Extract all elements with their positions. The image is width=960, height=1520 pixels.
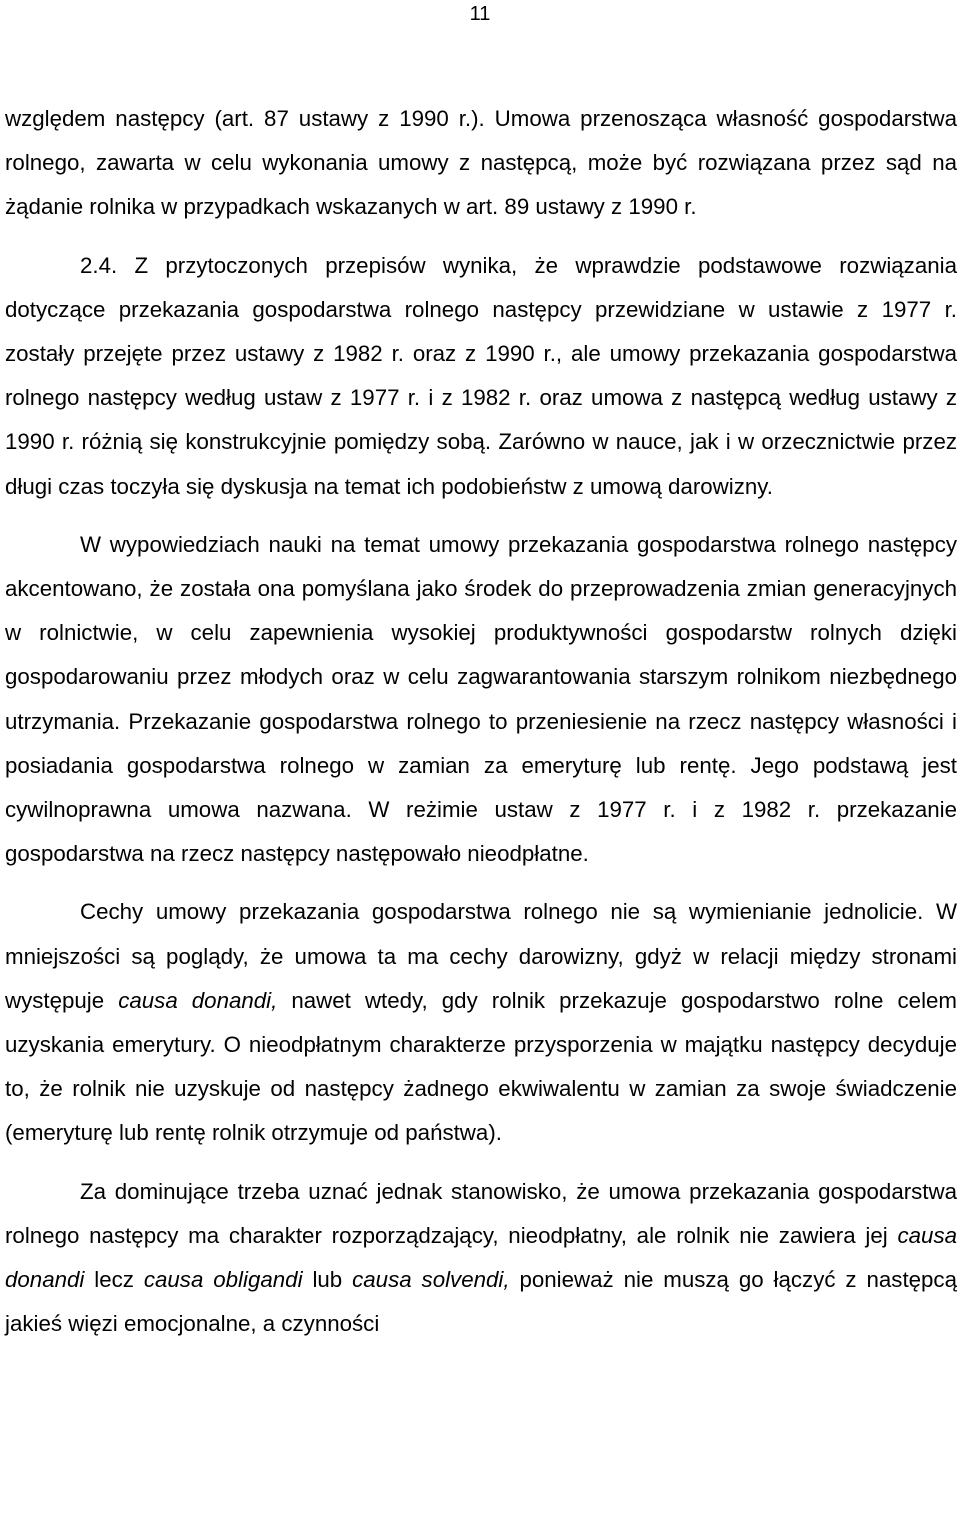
text-run: Cechy umowy przekazania gospodarstwa rolnego nie są wymienianie jednolicie. W mniejszości są poglądy, że umowa ta ma cechy darowizny, gdyż w relacji między stronami występuje xyxy=(5,899,957,1013)
italic-term: causa obligandi xyxy=(143,1267,303,1293)
paragraph-doctrine-views: W wypowiedziach nauki na temat umowy przekazania gospodarstwa rolnego następcy akcentowano, że została ona pomyślana jako środek do przeprowadzenia zmian generacyjnych w rolnictwie, w celu zapewnienia wysokiej produktywności gospodarstw rolnych dzięki gospodarowaniu przez młodych oraz w celu zagwarantowania starszym rolnikom niezbędnego utrzymania. Przekazanie gospodarstwa rolnego to przeniesienie na rzecz następcy własności i posiadania gospodarstwa rolnego w zamian za emeryturę lub rentę. Jego podstawą jest cywilnoprawna umowa nazwana. W reżimie ustaw z 1977 r. i z 1982 r. przekazanie gospodarstwa na rzecz następcy następowało nieodpłatne. xyxy=(5,531,957,867)
paragraph-section-2-4: 2.4. Z przytoczonych przepisów wynika, że wprawdzie podstawowe rozwiązania dotyczące przekazania gospodarstwa rolnego następcy przewidziane w ustawie z 1977 r. zostały przejęte przez ustawy z 1982 r. oraz z 1990 r., ale umowy przekazania gospodarstwa rolnego następcy według ustaw z 1977 r. i z 1982 r. oraz umowa z następcą według ustawy z 1990 r. różnią się konstrukcyjnie pomiędzy sobą. Zarówno w nauce, jak i w orzecznictwie przez długi czas toczyła się dyskusja na temat ich podobieństw z umową darowizny. xyxy=(5,252,957,499)
paragraph-contract-features xyxy=(5,890,957,1155)
page-number: 11 xyxy=(469,3,491,25)
text-run: Za dominujące trzeba uznać jednak stanowisko, że umowa przekazania gospodarstwa rolnego następcy ma charakter rozporządzający, nieodpłatny, ale rolnik nie zawiera jej xyxy=(5,1178,957,1248)
text-run: nawet wtedy, gdy rolnik przekazuje gospodarstwo rolne celem uzyskania emerytury. O nieodpłatnym charakterze przysporzenia w majątku następcy decyduje to, że rolnik nie uzyskuje od następcy żadnego ekwiwalentu w zamian za swoje świadczenie (emeryturę lub rentę rolnik otrzymuje od państwa). xyxy=(5,987,957,1146)
italic-term: causa donandi xyxy=(5,1222,957,1293)
paragraph-continuation: względem następcy (art. 87 ustawy z 1990 r.). Umowa przenosząca własność gospodarstwa rolnego, zawarta w celu wykonania umowy z następcą, może być rozwiązana przez sąd na żądanie rolnika w przypadkach wskazanych w art. 89 ustawy z 1990 r. xyxy=(5,106,957,220)
document-body xyxy=(5,97,957,1346)
text-run: lub xyxy=(302,1267,353,1293)
paragraph-dominant-position xyxy=(5,1170,957,1347)
text-run: lecz xyxy=(84,1267,144,1293)
italic-term: causa solvendi, xyxy=(352,1267,510,1293)
italic-term: causa donandi, xyxy=(118,987,278,1013)
text-run: ponieważ nie muszą go łączyć z następcą jakieś więzi emocjonalne, a czynności xyxy=(5,1267,957,1337)
